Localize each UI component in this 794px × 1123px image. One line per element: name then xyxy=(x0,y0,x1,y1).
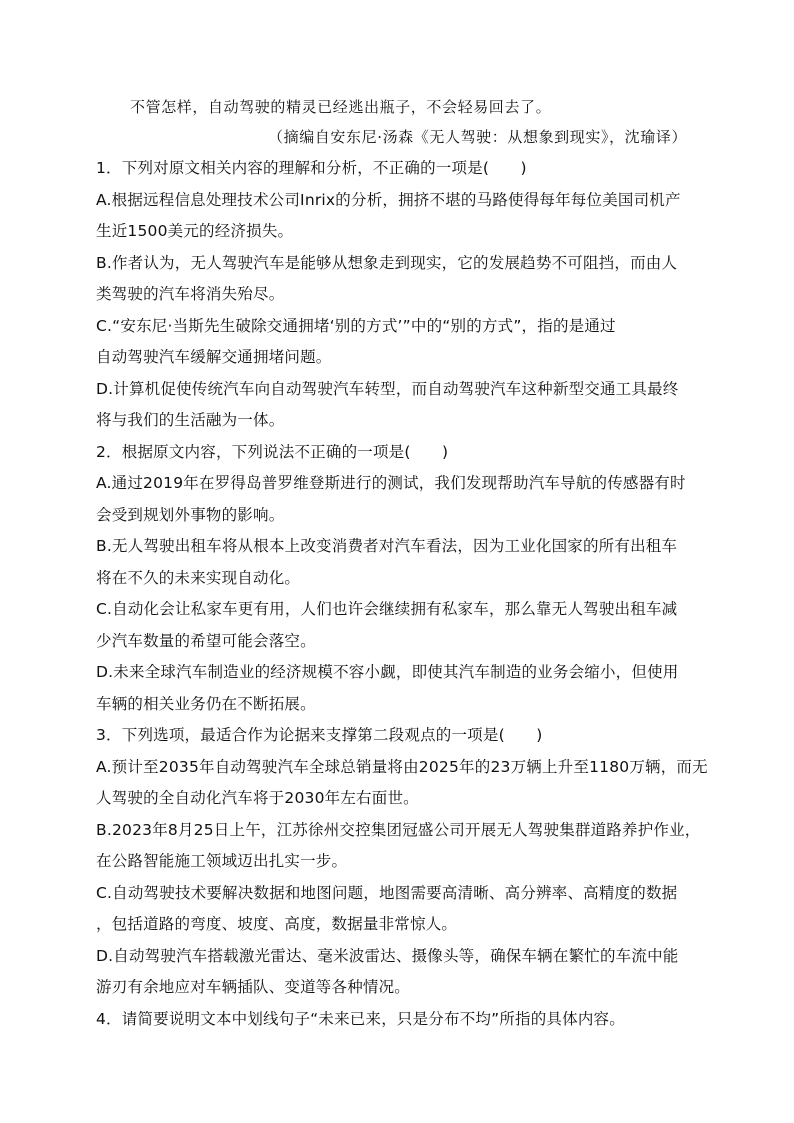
q3-option-d-line1: D.自动驾驶汽车搭载激光雷达、毫米波雷达、摄像头等，确保车辆在繁忙的车流中能 xyxy=(96,947,679,965)
q2-option-d-line2: 车辆的相关业务仍在不断拓展。 xyxy=(96,695,316,713)
question-1-stem: 1．下列对原文相关内容的理解和分析，不正确的一项是( ) xyxy=(96,159,527,177)
q2-option-b-line1: B.无人驾驶出租车将从根本上改变消费者对汽车看法，因为工业化国家的所有出租车 xyxy=(96,537,678,555)
q1-option-d-line1: D.计算机促使传统汽车向自动驾驶汽车转型，而自动驾驶汽车这种新型交通工具最终 xyxy=(96,380,679,398)
q1-option-c-line2: 自动驾驶汽车缓解交通拥堵问题。 xyxy=(96,348,332,366)
q1-option-a-line1: A.根据远程信息处理技术公司Inrix的分析，拥挤不堪的马路使得每年每位美国司机产 xyxy=(96,191,681,209)
question-2-stem: 2．根据原文内容，下列说法不正确的一项是( ) xyxy=(96,443,449,461)
q1-option-b-line1: B.作者认为，无人驾驶汽车是能够从想象走到现实，它的发展趋势不可阻挡，而由人 xyxy=(96,254,678,272)
q3-option-b-line1: B.2023年8月25日上午，江苏徐州交控集团冠盛公司开展无人驾驶集群道路养护作业， xyxy=(96,821,701,839)
source-citation: （摘编自安东尼·汤森《无人驾驶：从想象到现实》，沈瑜译） xyxy=(268,128,688,146)
q3-option-c-line1: C.自动驾驶技术要解决数据和地图问题，地图需要高清晰、高分辨率、高精度的数据 xyxy=(96,884,678,902)
closing-paragraph: 不管怎样，自动驾驶的精灵已经逃出瓶子，不会轻易回去了。 xyxy=(130,98,552,116)
question-4-stem: 4．请简要说明文本中划线句子“未来已来，只是分布不均”所指的具体内容。 xyxy=(96,1010,625,1028)
q3-option-d-line2: 游刃有余地应对车辆插队、变道等各种情况。 xyxy=(96,978,411,996)
q2-option-a-line2: 会受到规划外事物的影响。 xyxy=(96,506,285,524)
q3-option-a-line1: A.预计至2035年自动驾驶汽车全球总销量将由2025年的23万辆上升至1180万辆，而无 xyxy=(96,758,708,776)
q1-option-b-line2: 类驾驶的汽车将消失殆尽。 xyxy=(96,285,285,303)
q1-option-a-line2: 生近1500美元的经济损失。 xyxy=(96,222,294,240)
q2-option-c-line2: 少汽车数量的希望可能会落空。 xyxy=(96,632,316,650)
question-3-stem: 3．下列选项，最适合作为论据来支撑第二段观点的一项是( ) xyxy=(96,726,543,744)
q3-option-b-line2: 在公路智能施工领域迈出扎实一步。 xyxy=(96,852,348,870)
q3-option-c-line2: ，包括道路的弯度、坡度、高度，数据量非常惊人。 xyxy=(96,915,458,933)
q2-option-d-line1: D.未来全球汽车制造业的经济规模不容小觑，即使其汽车制造的业务会缩小，但使用 xyxy=(96,663,679,681)
q1-option-d-line2: 将与我们的生活融为一体。 xyxy=(96,411,285,429)
q2-option-c-line1: C.自动化会让私家车更有用，人们也许会继续拥有私家车，那么靠无人驾驶出租车减 xyxy=(96,600,678,618)
q2-option-a-line1: A.通过2019年在罗得岛普罗维登斯进行的测试，我们发现帮助汽车导航的传感器有时 xyxy=(96,474,686,492)
q3-option-a-line2: 人驾驶的全自动化汽车将于2030年左右面世。 xyxy=(96,789,419,807)
q1-option-c-line1: C.“安东尼·当斯先生破除交通拥堵‘别的方式’”中的“别的方式”，指的是通过 xyxy=(96,317,616,335)
q2-option-b-line2: 将在不久的未来实现自动化。 xyxy=(96,569,301,587)
